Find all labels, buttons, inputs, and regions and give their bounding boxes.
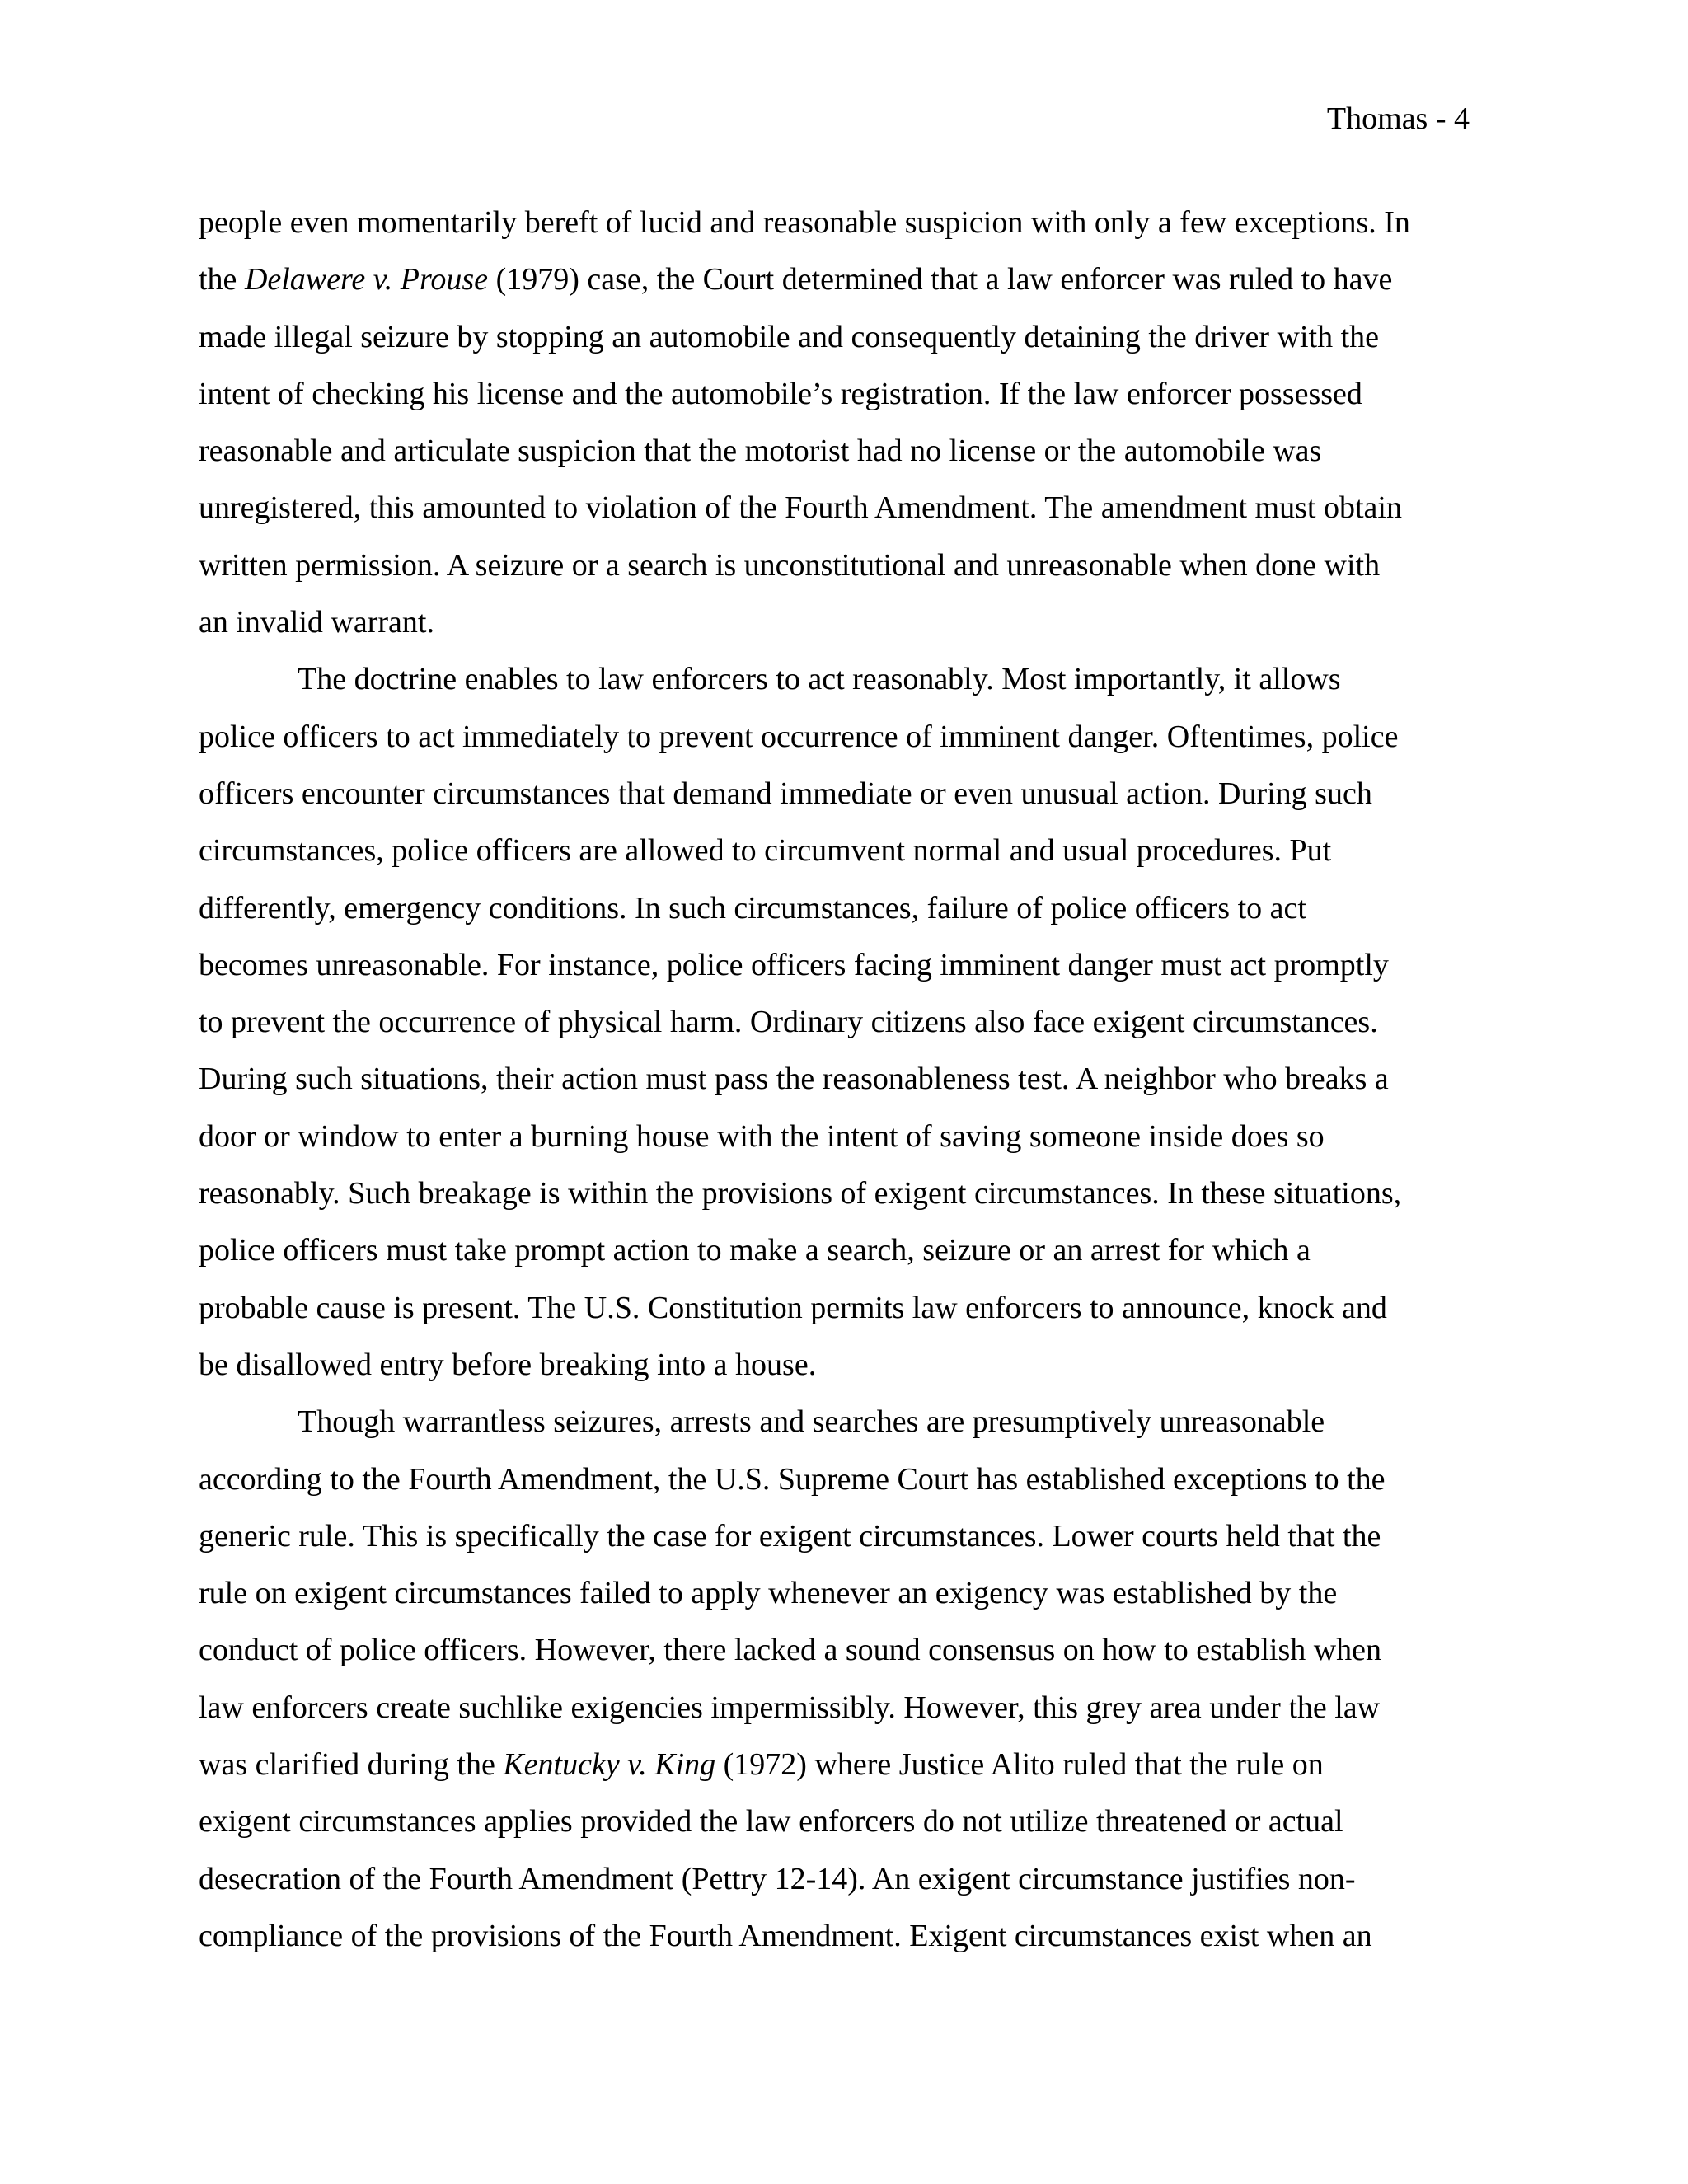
text-line: [199, 251, 1498, 308]
text-run: written permission. A seizure or a search is unconstitutional and unreasonable when done with: [199, 547, 1381, 583]
text-run: probable cause is present. The U.S. Constitution permits law enforcers to announce, knock and: [199, 1290, 1387, 1325]
text-line: [199, 1394, 1498, 1451]
text-line: [199, 194, 1498, 251]
text-run: be disallowed entry before breaking into a house.: [199, 1347, 817, 1382]
text-line: [199, 366, 1498, 423]
text-run: reasonable and articulate suspicion that the motorist had no license or the automobile was: [199, 434, 1322, 469]
text-line: [199, 823, 1498, 879]
text-line: [199, 1851, 1498, 1908]
text-run: conduct of police officers. However, there lacked a sound consensus on how to establish when: [199, 1633, 1382, 1668]
body-text: [199, 194, 1498, 1965]
text-run: police officers to act immediately to prevent occurrence of imminent danger. Oftentimes, police: [199, 719, 1399, 754]
text-run: rule on exigent circumstances failed to apply whenever an exigency was established by the: [199, 1576, 1338, 1611]
text-line: [199, 423, 1498, 480]
text-line: [199, 1680, 1498, 1736]
text-run: officers encounter circumstances that demand immediate or even unusual action. During such: [199, 776, 1372, 811]
text-line: [199, 1793, 1498, 1850]
text-run: unregistered, this amounted to violation of the Fourth Amendment. The amendment must obtain: [199, 490, 1402, 526]
text-run: Though warrantless seizures, arrests and searches are presumptively unreasonable: [298, 1404, 1325, 1440]
text-run: door or window to enter a burning house with the intent of saving someone inside does so: [199, 1118, 1325, 1154]
text-line: [199, 1736, 1498, 1793]
text-run: police officers must take prompt action to make a search, seizure or an arrest for which a: [199, 1233, 1311, 1268]
text-run: becomes unreasonable. For instance, police officers facing imminent danger must act promptly: [199, 947, 1389, 982]
text-run: the: [199, 262, 245, 298]
text-line: [199, 1051, 1498, 1108]
text-line: [199, 309, 1498, 366]
text-run: compliance of the provisions of the Fourth Amendment. Exigent circumstances exist when an: [199, 1918, 1372, 1953]
text-run: desecration of the Fourth Amendment (Pettry 12-14). An exigent circumstance justifies non-: [199, 1861, 1356, 1896]
text-run: an invalid warrant.: [199, 605, 434, 640]
text-line: [199, 880, 1498, 937]
text-run: differently, emergency conditions. In such circumstances, failure of police officers to act: [199, 890, 1306, 926]
text-run: was clarified during the: [199, 1747, 504, 1783]
text-run: The doctrine enables to law enforcers to act reasonably. Most importantly, it allows: [298, 662, 1341, 697]
text-run: exigent circumstances applies provided the law enforcers do not utilize threatened or actual: [199, 1804, 1343, 1840]
text-run: people even momentarily bereft of lucid and reasonable suspicion with only a few exceptions. In: [199, 205, 1410, 240]
text-line: [199, 1565, 1498, 1622]
text-run: circumstances, police officers are allowed to circumvent normal and usual procedures. Put: [199, 833, 1332, 869]
text-line: [199, 1165, 1498, 1222]
text-run: intent of checking his license and the automobile’s registration. If the law enforcer possessed: [199, 376, 1362, 411]
text-run: according to the Fourth Amendment, the U.S. Supreme Court has established exceptions to the: [199, 1461, 1386, 1497]
case-citation: Kentucky v. King: [503, 1747, 716, 1783]
text-line: [199, 1508, 1498, 1565]
text-run: reasonably. Such breakage is within the provisions of exigent circumstances. In these situations,: [199, 1176, 1402, 1212]
text-line: [199, 1908, 1498, 1965]
text-line: [199, 651, 1498, 708]
text-line: [199, 1622, 1498, 1679]
paragraph: [199, 1394, 1498, 1965]
text-run: (1972) where Justice Alito ruled that the rule on: [715, 1747, 1324, 1783]
text-line: [199, 1280, 1498, 1337]
text-run: During such situations, their action must pass the reasonableness test. A neighbor who breaks a: [199, 1062, 1389, 1097]
text-run: generic rule. This is specifically the case for exigent circumstances. Lower courts held that the: [199, 1518, 1381, 1554]
text-line: [199, 766, 1498, 823]
text-line: [199, 1451, 1498, 1508]
text-line: [199, 594, 1498, 651]
text-line: [199, 937, 1498, 994]
text-run: made illegal seizure by stopping an automobile and consequently detaining the driver with the: [199, 319, 1379, 354]
text-line: [199, 709, 1498, 766]
paragraph: [199, 651, 1498, 1394]
text-run: to prevent the occurrence of physical harm. Ordinary citizens also face exigent circumstances.: [199, 1005, 1378, 1040]
text-line: [199, 1222, 1498, 1279]
text-run: law enforcers create suchlike exigencies impermissibly. However, this grey area under the law: [199, 1690, 1381, 1725]
text-line: [199, 480, 1498, 537]
text-line: [199, 537, 1498, 594]
text-line: [199, 1108, 1498, 1165]
text-run: (1979) case, the Court determined that a law enforcer was ruled to have: [488, 262, 1393, 298]
running-head: Thomas - 4: [1326, 101, 1470, 136]
text-line: [199, 994, 1498, 1051]
text-line: [199, 1337, 1498, 1394]
case-citation: Delawere v. Prouse: [244, 262, 489, 298]
paragraph: [199, 194, 1498, 651]
